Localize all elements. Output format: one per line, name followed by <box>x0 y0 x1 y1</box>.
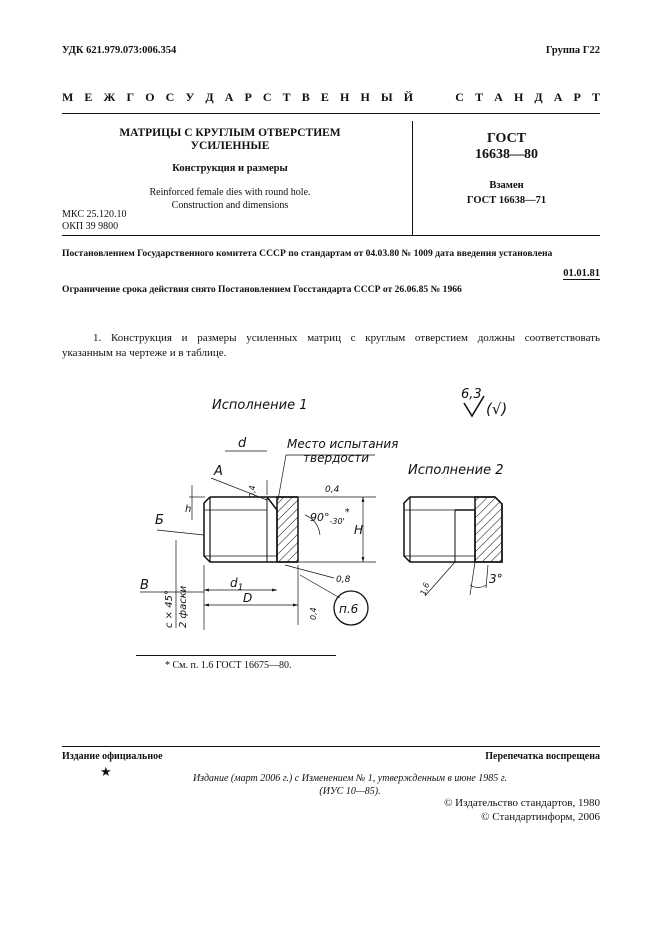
udk-code: УДК 621.979.073:006.354 <box>62 45 177 56</box>
angle-3-label: 3° <box>489 572 503 586</box>
official-edition: Издание официальное <box>62 751 163 762</box>
subtitle: Конструкция и размеры <box>172 163 288 174</box>
banner-letter: О <box>145 90 155 104</box>
dim-d1-sub: 1 <box>237 583 244 593</box>
banner-letter: Д <box>205 90 214 104</box>
chamfer-label-1: c × 45° <box>164 590 175 628</box>
edition-info <box>120 772 580 798</box>
footer-rule <box>62 746 600 747</box>
angle-tolerance: -30' <box>329 517 345 526</box>
banner-letter: У <box>185 90 195 104</box>
replace-value: ГОСТ 16638—71 <box>466 195 547 206</box>
dim-d1-text: d <box>230 576 238 590</box>
title-line: УСИЛЕННЫЕ <box>190 140 270 152</box>
banner-letter: А <box>494 90 503 104</box>
banner-letter: Т <box>591 90 600 104</box>
roughness-symbol-icon <box>461 387 507 418</box>
footnote-rule <box>136 655 336 656</box>
title-line: МАТРИЦЫ С КРУГЛЫМ ОТВЕРСТИЕМ <box>119 127 341 139</box>
roughness-16: 1,6 <box>418 581 432 597</box>
banner-letter: М <box>62 90 74 104</box>
banner-letter: Г <box>126 90 135 104</box>
decree-date: 01.01.81 <box>563 268 600 279</box>
banner-letter: Н <box>340 90 350 104</box>
copyright-line: © Стандартинформ, 2006 <box>481 811 600 823</box>
mks-code: МКС 25.120.10 <box>62 209 127 220</box>
banner-letter: А <box>224 90 234 104</box>
dim-d1-label <box>230 576 243 593</box>
gost-label: ГОСТ <box>486 131 527 146</box>
banner-letter: Т <box>282 90 291 104</box>
dim-D-label: D <box>243 591 253 605</box>
roughness-04-b: 0,4 <box>309 607 318 620</box>
star-icon: ★ <box>100 764 112 779</box>
test-place-line1: Место испытания <box>287 437 399 451</box>
paragraph-line: 1. Конструкция и размеры усиленных матриц с круглым отверстием должны соответствовать <box>93 332 600 344</box>
edition-line: (ИУС 10—85). <box>319 786 381 797</box>
angle-star: * <box>344 507 350 518</box>
paragraph-line: указанным на чертеже и в таблице. <box>62 347 227 359</box>
note-ref-label: п.6 <box>339 602 359 616</box>
chamfer-label-2: 2 фаски <box>178 585 189 628</box>
banner-letter: В <box>301 90 310 104</box>
limit-text: Ограничение срока действия снято Постановлением Госстандарта СССР от 26.06.85 № 1966 <box>62 284 462 295</box>
footnote: * См. п. 1.6 ГОСТ 16675—80. <box>165 660 292 671</box>
angle-label <box>310 507 350 526</box>
banner-letter: С <box>455 90 464 104</box>
banner-letter: Р <box>244 90 252 104</box>
banner-letter: Р <box>573 90 581 104</box>
dim-h-label: h <box>185 504 192 515</box>
gost-number: 16638—80 <box>475 147 538 162</box>
banner-letter: Ж <box>103 90 116 104</box>
okp-code: ОКП 39 9800 <box>62 221 119 232</box>
banner-letter: С <box>165 90 175 104</box>
roughness-value: 6,3 <box>461 387 482 402</box>
roughness-08: 0,8 <box>336 575 351 585</box>
roughness-04-a: 0,4 <box>248 485 257 498</box>
roughness-04-top: 0,4 <box>325 485 340 495</box>
english-line: Construction and dimensions <box>171 200 289 211</box>
test-place-line2: твердости <box>303 451 370 465</box>
variant-2-label: Исполнение 2 <box>408 463 504 478</box>
banner-letter: С <box>262 90 272 104</box>
copyright-line: © Издательство стандартов, 1980 <box>444 797 600 809</box>
decree-text: Постановлением Государственного комитета СССР по стандартам от 04.03.80 № 1009 дата введения установлена <box>62 248 553 259</box>
variant-2-section <box>404 497 502 596</box>
replace-label: Взамен <box>489 180 524 191</box>
banner-letter: Ы <box>380 90 393 104</box>
label-a: А <box>214 464 223 479</box>
dim-d-label: d <box>238 436 247 451</box>
dim-H-label: H <box>354 523 364 537</box>
banner-letter: Н <box>360 90 370 104</box>
copyright-block <box>444 796 600 824</box>
reprint-notice: Перепечатка воспрещена <box>485 751 600 762</box>
variant-1-label: Исполнение 1 <box>212 398 308 413</box>
banner-letter: Й <box>403 90 414 104</box>
banner-letter: Е <box>320 90 329 104</box>
edition-line: Издание (март 2006 г.) с Изменением № 1, утвержденным в июне 1985 г. <box>192 773 508 784</box>
group-code: Группа Г22 <box>545 45 600 56</box>
label-b: Б <box>155 513 164 528</box>
banner-letter: Т <box>475 90 484 104</box>
english-line: Reinforced female dies with round hole. <box>149 187 311 198</box>
angle-value: 90° <box>310 511 330 524</box>
label-v: В <box>140 578 149 593</box>
banner-letter: Н <box>513 90 524 104</box>
banner-letter: Е <box>84 90 93 104</box>
roughness-paren: (√) <box>486 400 508 418</box>
banner-letter: А <box>553 90 563 104</box>
banner-letter: Д <box>534 90 543 104</box>
